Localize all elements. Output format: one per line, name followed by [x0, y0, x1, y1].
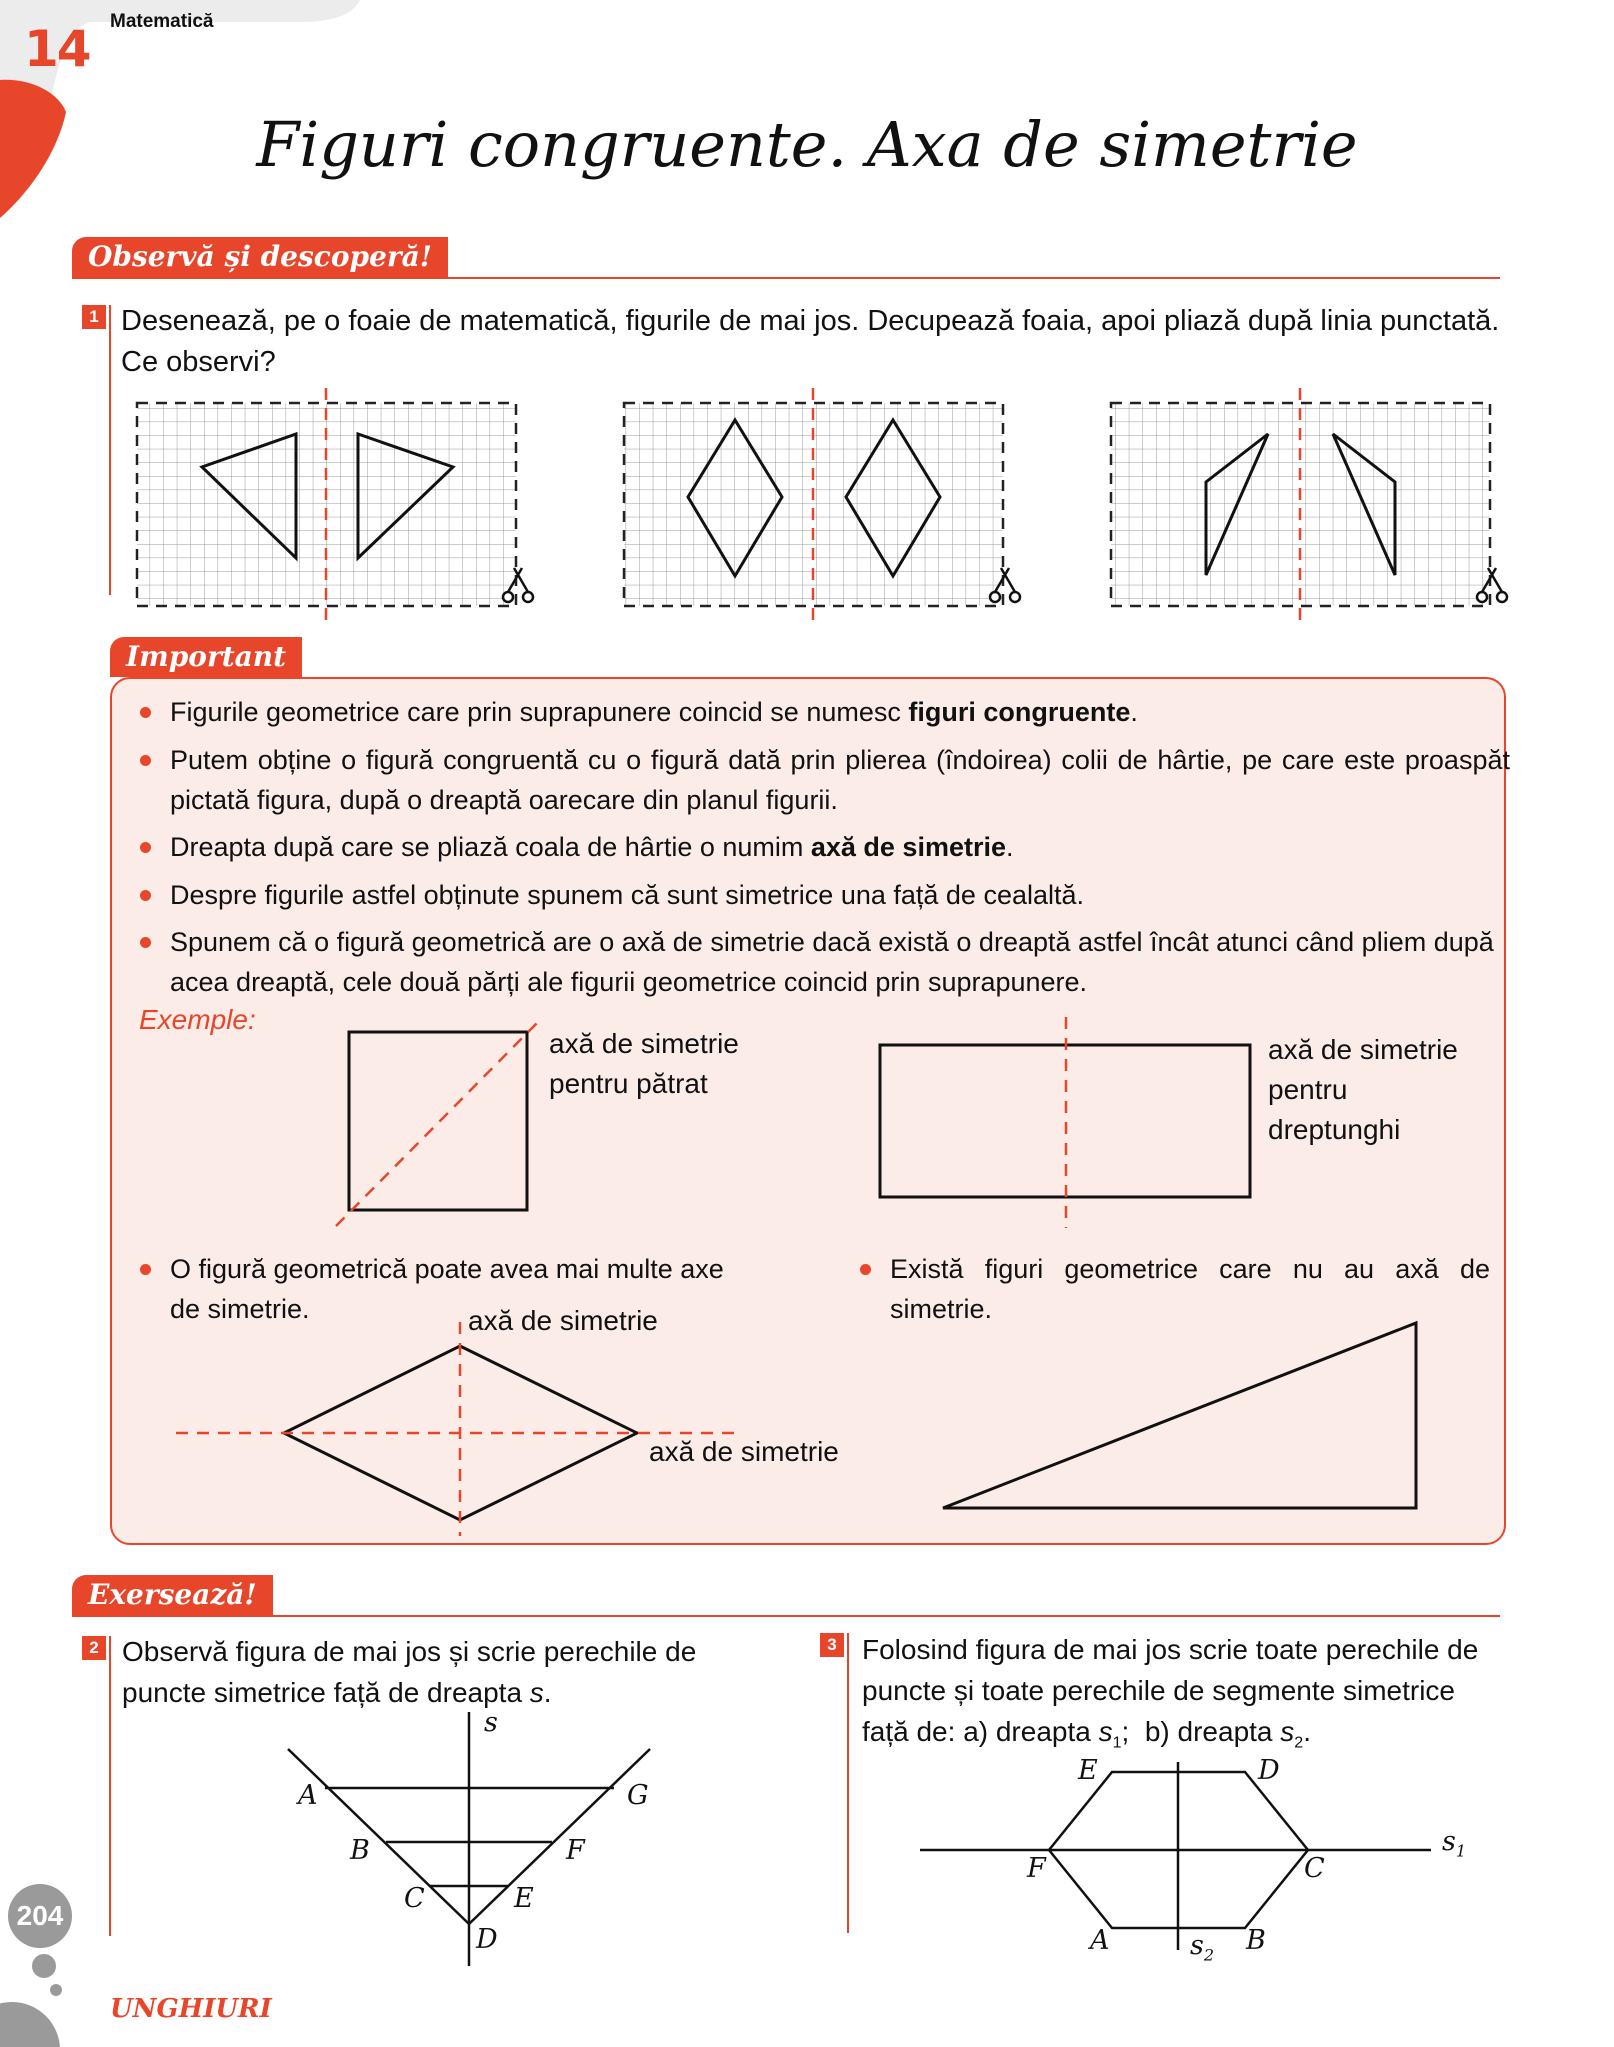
- bullet-folding: Putem obține o figură congruentă cu o figură dată prin plierea (îndoirea) colii de hârtie, pe care este proaspăt pictată figura, după o dreaptă oarecare din planul figurii.: [140, 740, 1510, 820]
- exercise-1-badge: 1: [82, 305, 106, 329]
- point-label-A3: A: [1090, 1925, 1110, 1956]
- axis-label-s1-letter: s: [1442, 1826, 1456, 1857]
- point-label-D: D: [476, 1924, 498, 1955]
- page-number: 14: [24, 20, 90, 78]
- rect-axis-label-l3: dreptunghi: [1268, 1114, 1401, 1145]
- exercise-1-text: Desenează, pe o foaie de matematică, figurile de mai jos. Decupează foaia, apoi pliază după linia punctată. Ce observi?: [121, 305, 1500, 378]
- footer-page-number: 204: [16, 1900, 64, 1931]
- bullet-no-axis: Există figuri geometrice care nu au axă de simetrie.: [860, 1249, 1490, 1329]
- exercise-3-s1-sub: 1: [1112, 1734, 1122, 1752]
- bullet-congruent-text: Figurile geometrice care prin suprapunere coincid se numesc: [170, 697, 909, 727]
- rect-axis-label-l2: pentru: [1268, 1074, 1348, 1105]
- rect-axis-label-l1: axă de simetrie: [1268, 1034, 1458, 1065]
- point-label-C3: C: [1304, 1853, 1325, 1884]
- bullet-symmetric: Despre figurile astfel obținute spunem că sunt simetrice una față de cealaltă.: [140, 875, 1510, 915]
- point-label-D3: D: [1258, 1755, 1280, 1786]
- point-label-F3: F: [1027, 1853, 1046, 1884]
- exercise-3-option-b: b) dreapta: [1144, 1716, 1273, 1747]
- exercise-2-text-main: Observă figura de mai jos și scrie perechile de puncte simetrice față de dreapta: [122, 1636, 697, 1708]
- rhombus-vertical-axis-label: axă de simetrie: [468, 1305, 658, 1336]
- bullet-axis-text: Dreapta după care se pliază coala de hârtie o numim: [170, 832, 811, 862]
- bullet-congruent-end: .: [1130, 697, 1138, 727]
- point-label-E: E: [514, 1883, 534, 1914]
- axis-label-s2-letter: s: [1190, 1930, 1204, 1961]
- axis-label-s2-sub: 2: [1203, 1945, 1215, 1965]
- footer-decoration: [0, 0, 80, 2047]
- bullet-multiple-axes: O figură geometrică poate avea mai multe axe de simetrie.: [140, 1249, 750, 1329]
- subject-label: Matematică: [110, 11, 214, 32]
- exercise-3-text-main: Folosind figura de mai jos scrie toate perechile de puncte și toate perechile de segmente simetrice față de:: [862, 1634, 1479, 1747]
- square-axis-label-l2: pentru pătrat: [549, 1068, 708, 1099]
- page-title: Figuri congruente. Axa de simetrie: [256, 108, 1358, 181]
- point-label-F: F: [566, 1835, 585, 1866]
- point-label-B: B: [350, 1835, 370, 1866]
- axis-label-s1: [1442, 1826, 1466, 1860]
- exercise-2-text-end: .: [543, 1677, 552, 1708]
- point-label-A: A: [298, 1780, 318, 1811]
- point-label-B3: B: [1246, 1925, 1266, 1956]
- point-label-G: G: [627, 1780, 649, 1811]
- rhombus-horizontal-axis-label: axă de simetrie: [649, 1436, 839, 1467]
- section-tag-observe: Observă și descoperă!: [72, 237, 448, 277]
- bullet-axis-end: .: [1006, 832, 1014, 862]
- section-tag-important: Important: [110, 637, 302, 677]
- section-tag-exercise: Exersează!: [72, 1575, 273, 1615]
- point-label-E3: E: [1078, 1755, 1098, 1786]
- point-label-C: C: [404, 1883, 425, 1914]
- exercise-2-badge: 2: [82, 1636, 106, 1660]
- bullet-axis-existence: Spunem că o figură geometrică are o axă de simetrie dacă există o dreaptă astfel încât atunci când pliem după acea dreaptă, cele două părți ale figurii geometrice coincid prin suprapunere.: [140, 922, 1510, 1002]
- axis-label-s2: [1190, 1930, 1214, 1964]
- exercise-2-text-var: s: [529, 1677, 544, 1708]
- exercise-3-option-a: a) dreapta: [963, 1716, 1091, 1747]
- exercise-3-s2-sub: 2: [1294, 1734, 1304, 1752]
- axis-label-s1-sub: 1: [1455, 1841, 1467, 1861]
- exercise-3-s1: s: [1098, 1716, 1113, 1747]
- term-congruent: figuri congruente: [908, 697, 1131, 727]
- examples-label: Exemple:: [139, 1004, 256, 1035]
- footer-chapter: UNGHIURI: [110, 1994, 272, 2024]
- term-axis: axă de simetrie: [810, 832, 1006, 862]
- exercise-3-badge: 3: [820, 1633, 844, 1657]
- exercise-3-text: Folosind figura de mai jos scrie toate perechile de puncte și toate perechile de segmente simetrice față de: a) dreapta $s_1$; b) dreapta $s_2$.: [862, 1634, 1479, 1752]
- square-axis-label-l1: axă de simetrie: [549, 1028, 739, 1059]
- exercise-3-s2: s: [1280, 1716, 1295, 1747]
- point-label-s: s: [484, 1707, 498, 1738]
